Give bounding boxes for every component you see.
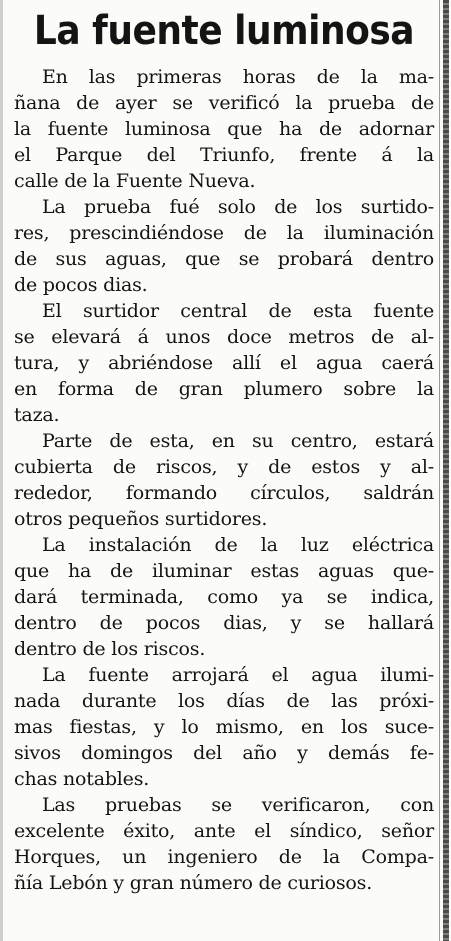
paragraph	[14, 532, 434, 662]
text-line: sivos domingos del año y demás fe-	[14, 742, 434, 764]
text-line: taza.	[14, 404, 60, 426]
text-line: el Parque del Triunfo, frente á la	[14, 144, 434, 166]
paragraph	[14, 428, 434, 532]
page-left-edge	[0, 0, 3, 941]
text-line: otros pequeños surtidores.	[14, 508, 268, 530]
text-line: La fuente arrojará el agua ilumi-	[42, 664, 434, 686]
text-line: ñía Lebón y gran número de curiosos.	[14, 872, 373, 894]
text-line: de sus aguas, que se probará dentro	[14, 248, 434, 270]
article-body	[14, 64, 434, 896]
text-line: Parte de esta, en su centro, estará	[42, 430, 434, 452]
text-line: de pocos dias.	[14, 274, 148, 296]
text-line: La instalación de la luz eléctrica	[42, 534, 434, 556]
text-line: dentro de pocos dias, y se hallará	[14, 612, 434, 634]
text-line: El surtidor central de esta fuente	[42, 300, 434, 322]
text-line: rededor, formando círculos, saldrán	[14, 482, 434, 504]
headline: La fuente luminosa	[33, 8, 415, 55]
text-line: dentro de los riscos.	[14, 638, 206, 660]
text-line: ñana de ayer se verificó la prueba de	[14, 92, 434, 114]
paragraph	[14, 298, 434, 428]
text-line: calle de la Fuente Nueva.	[14, 170, 256, 192]
text-line: Las pruebas se verificaron, con	[42, 794, 434, 816]
paragraph	[14, 194, 434, 298]
text-line: La prueba fué solo de los surtido-	[42, 196, 434, 218]
text-line: que ha de iluminar estas aguas que-	[14, 560, 434, 582]
paragraph	[14, 64, 434, 194]
column-rule-inner	[439, 0, 440, 941]
text-line: en forma de gran plumero sobre la	[14, 378, 434, 400]
text-line: dará terminada, como ya se indica,	[14, 586, 434, 608]
text-line: excelente éxito, ante el síndico, señor	[14, 820, 434, 842]
text-line: se elevará á unos doce metros de al-	[14, 326, 434, 348]
text-line: la fuente luminosa que ha de adornar	[14, 118, 434, 140]
text-line: nada durante los días de las próxi-	[14, 690, 434, 712]
text-line: chas notables.	[14, 768, 150, 790]
paragraph	[14, 662, 434, 792]
text-line: En las primeras horas de la ma-	[42, 66, 434, 88]
text-line: tura, y abriéndose allí el agua caerá	[14, 352, 434, 374]
text-line: Horques, un ingeniero de la Compa-	[14, 846, 434, 868]
paragraph	[14, 792, 434, 896]
text-line: cubierta de riscos, y de estos y al-	[14, 456, 434, 478]
newspaper-article	[14, 6, 434, 896]
column-rule	[443, 0, 449, 941]
text-line: mas fiestas, y lo mismo, en los suce-	[14, 716, 434, 738]
text-line: res, prescindiéndose de la iluminación	[14, 222, 434, 244]
